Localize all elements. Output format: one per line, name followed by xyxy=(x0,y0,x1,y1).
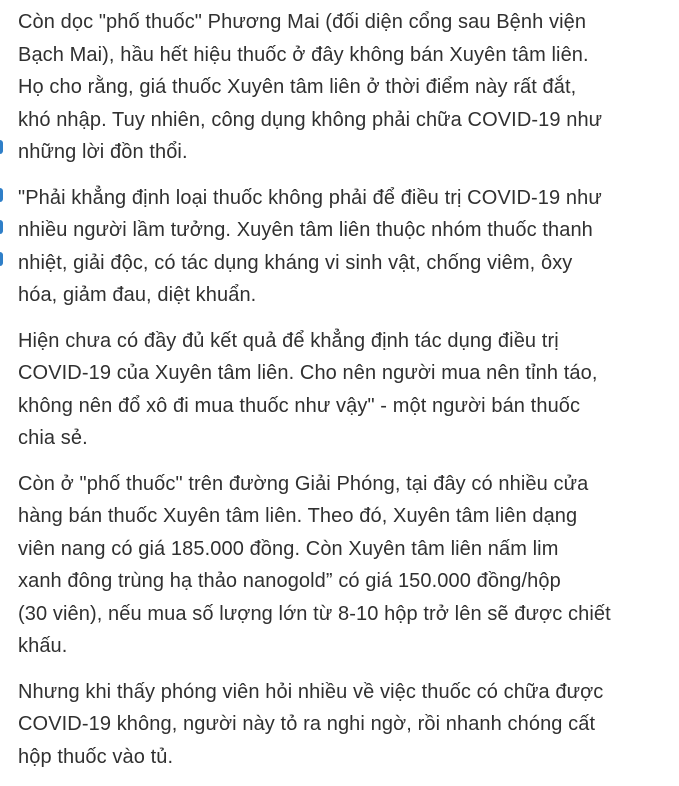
article-paragraph xyxy=(18,468,668,663)
text-line: "Phải khẳng định loại thuốc không phải để điều trị COVID-19 như xyxy=(18,186,602,209)
left-edge-accent xyxy=(0,252,3,266)
text-line: những lời đồn thổi. xyxy=(18,141,188,163)
article-paragraph xyxy=(18,325,668,455)
text-line: nhiều người lầm tưởng. Xuyên tâm liên thuộc nhóm thuốc thanh xyxy=(18,219,593,241)
text-line: Còn dọc "phố thuốc" Phương Mai (đối diện cổng sau Bệnh viện xyxy=(18,11,587,33)
text-line: hộp thuốc vào tủ. xyxy=(18,745,174,768)
article-paragraph xyxy=(18,676,668,774)
text-line: không nên đổ xô đi mua thuốc như vậy" - một người bán thuốc xyxy=(18,394,581,417)
text-line: hàng bán thuốc Xuyên tâm liên. Theo đó, Xuyên tâm liên dạng xyxy=(18,505,578,527)
text-line: (30 viên), nếu mua số lượng lớn từ 8-10 hộp trở lên sẽ được chiết xyxy=(18,602,611,625)
text-line: Còn ở "phố thuốc" trên đường Giải Phóng, tại đây có nhiều cửa xyxy=(18,472,589,495)
text-line: Bạch Mai), hầu hết hiệu thuốc ở đây không bán Xuyên tâm liên. xyxy=(18,43,589,66)
left-edge-accent xyxy=(0,140,3,154)
text-line: hóa, giảm đau, diệt khuẩn. xyxy=(18,284,257,306)
left-edge-accent xyxy=(0,188,3,202)
text-line: chia sẻ. xyxy=(18,427,88,449)
text-line: khó nhập. Tuy nhiên, công dụng không phải chữa COVID-19 như xyxy=(18,108,603,131)
text-line: khấu. xyxy=(18,635,68,657)
text-line: COVID-19 không, người này tỏ ra nghi ngờ, rồi nhanh chóng cất xyxy=(18,713,596,735)
text-line: nhiệt, giải độc, có tác dụng kháng vi sinh vật, chống viêm, ôxy xyxy=(18,251,573,274)
text-line: COVID-19 của Xuyên tâm liên. Cho nên người mua nên tỉnh táo, xyxy=(18,362,598,384)
text-line: Họ cho rằng, giá thuốc Xuyên tâm liên ở thời điểm này rất đắt, xyxy=(18,76,577,98)
article-body xyxy=(18,6,668,786)
text-line: xanh đông trùng hạ thảo nanogold” có giá 150.000 đồng/hộp xyxy=(18,570,561,592)
article-paragraph xyxy=(18,182,668,312)
text-line: viên nang có giá 185.000 đồng. Còn Xuyên tâm liên nấm lim xyxy=(18,537,559,560)
left-edge-accent xyxy=(0,220,3,234)
text-line: Nhưng khi thấy phóng viên hỏi nhiều về việc thuốc có chữa được xyxy=(18,680,604,703)
text-line: Hiện chưa có đầy đủ kết quả để khẳng định tác dụng điều trị xyxy=(18,329,559,352)
article-paragraph xyxy=(18,6,668,169)
